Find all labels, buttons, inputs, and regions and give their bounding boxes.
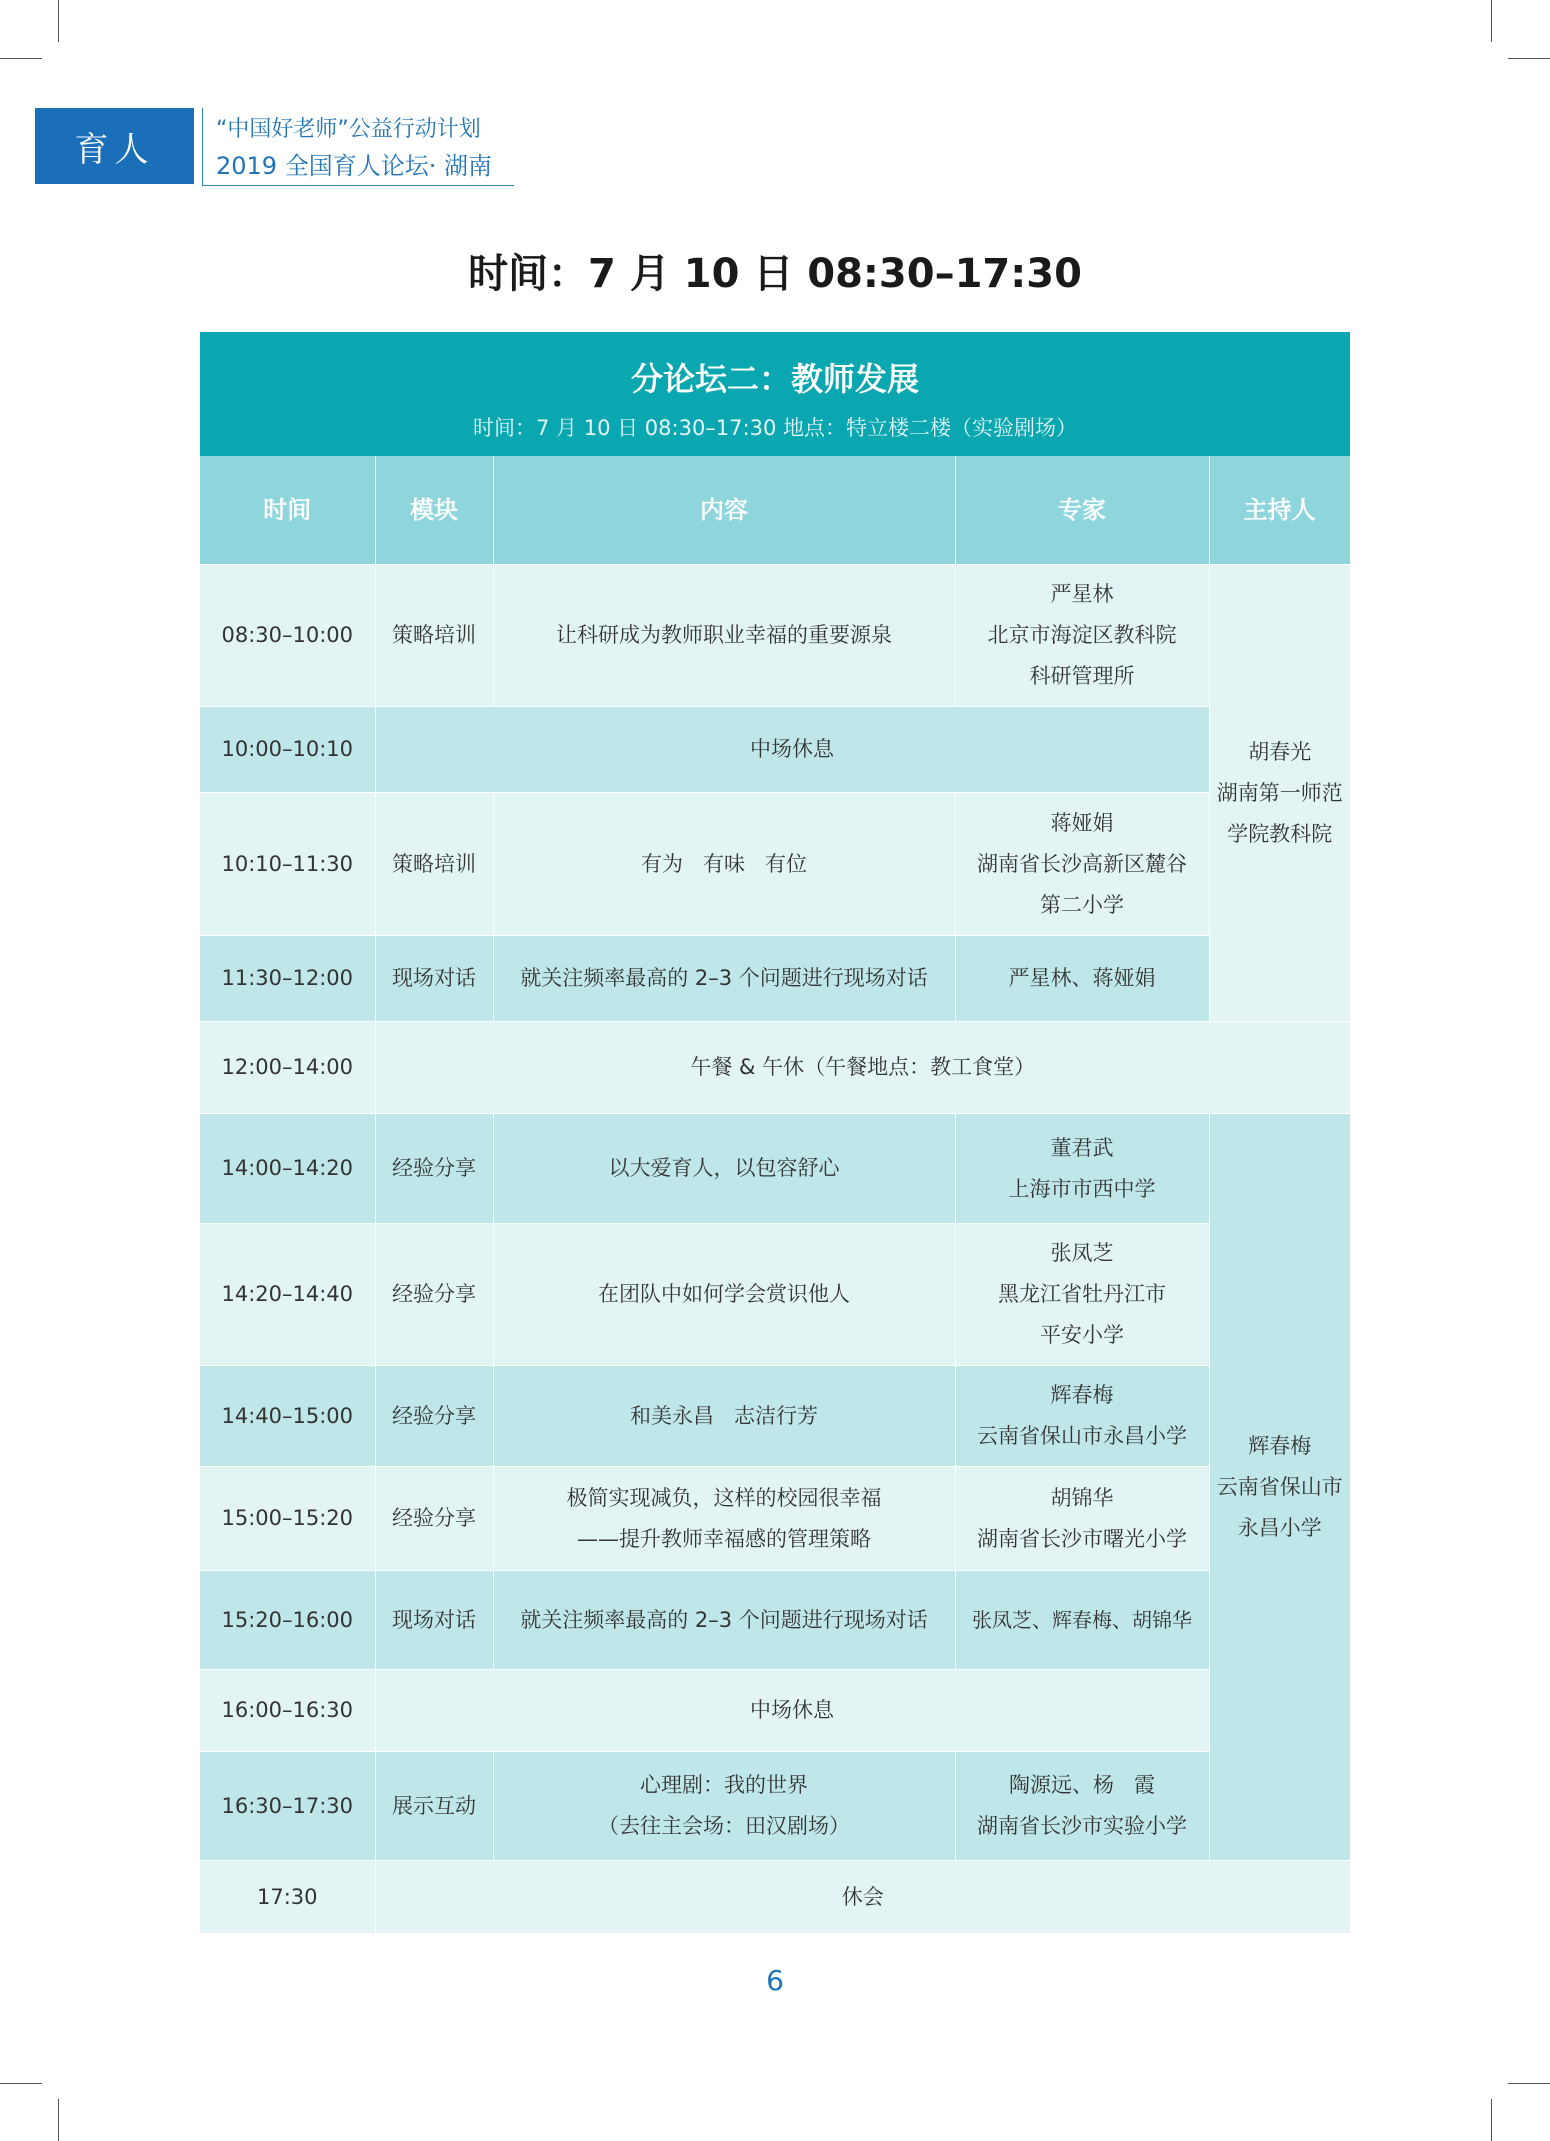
crop-mark	[58, 0, 59, 42]
content-cell	[493, 1467, 955, 1571]
crop-mark	[0, 58, 42, 59]
expert-line: 董君武	[1050, 1135, 1114, 1160]
expert-cell	[955, 1114, 1209, 1224]
forum-banner	[200, 332, 1350, 456]
expert-line: 平安小学	[1040, 1323, 1124, 1347]
expert-line: 湖南省长沙高新区麓谷	[977, 851, 1187, 876]
expert-line: 湖南省长沙市实验小学	[977, 1814, 1187, 1838]
schedule-table-container	[200, 332, 1350, 1934]
column-header-module: 模块	[375, 456, 493, 565]
expert-cell	[955, 1571, 1209, 1670]
column-header-content: 内容	[493, 456, 955, 565]
expert-cell	[955, 793, 1209, 936]
module-cell: 展示互动	[375, 1752, 493, 1861]
time-cell: 17:30	[200, 1861, 375, 1934]
forum-title: 分论坛二：教师发展	[630, 360, 919, 398]
content-cell	[493, 1114, 955, 1224]
table-row	[200, 1467, 1350, 1571]
content-line: 就关注频率最高的 2–3 个问题进行现场对话	[520, 966, 928, 990]
expert-line: 严星林、蒋娅娟	[1008, 966, 1156, 990]
adjourn-cell: 休会	[375, 1861, 1350, 1934]
module-cell: 经验分享	[375, 1224, 493, 1366]
host-cell	[1209, 1114, 1350, 1861]
content-line: 心理剧：我的世界	[640, 1773, 808, 1797]
expert-line: 张凤芝、辉春梅、胡锦华	[972, 1607, 1192, 1632]
content-cell	[493, 1366, 955, 1467]
expert-line: 蒋娅娟	[1050, 810, 1114, 835]
page-number: 6	[766, 1964, 784, 1997]
table-row	[200, 1861, 1350, 1934]
content-line: 在团队中如何学会赏识他人	[598, 1282, 850, 1306]
time-cell: 11:30–12:00	[200, 936, 375, 1022]
header-underline	[202, 185, 514, 186]
expert-cell	[955, 936, 1209, 1022]
time-cell: 12:00–14:00	[200, 1022, 375, 1114]
time-cell: 15:20–16:00	[200, 1571, 375, 1670]
header-program-name: “中国好老师”公益行动计划	[216, 117, 481, 142]
page-title: 时间：7 月 10 日 08:30–17:30	[468, 251, 1082, 297]
column-header-host: 主持人	[1209, 456, 1350, 565]
lunch-cell: 午餐 & 午休（午餐地点：教工食堂）	[375, 1022, 1350, 1114]
break-cell: 中场休息	[375, 1670, 1209, 1752]
expert-cell	[955, 565, 1209, 707]
crop-mark	[1491, 2099, 1492, 2141]
host-line: 胡春光	[1248, 739, 1312, 764]
crop-mark	[1508, 2083, 1550, 2084]
host-line: 湖南第一师范	[1216, 780, 1343, 805]
expert-line: 科研管理所	[1029, 664, 1135, 688]
time-cell: 10:00–10:10	[200, 707, 375, 793]
content-line: 和美永昌 志洁行芳	[629, 1403, 819, 1428]
module-cell: 经验分享	[375, 1467, 493, 1571]
content-cell	[493, 1571, 955, 1670]
expert-line: 黑龙江省牡丹江市	[998, 1282, 1166, 1306]
table-row	[200, 936, 1350, 1022]
content-line: ——提升教师幸福感的管理策略	[577, 1526, 871, 1551]
schedule-table	[200, 456, 1351, 1934]
column-header-expert: 专家	[955, 456, 1209, 565]
expert-cell	[955, 1467, 1209, 1571]
expert-line: 上海市市西中学	[1008, 1176, 1156, 1201]
host-cell	[1209, 565, 1350, 1022]
time-cell: 16:00–16:30	[200, 1670, 375, 1752]
table-row	[200, 793, 1350, 936]
header-divider	[202, 108, 203, 186]
time-cell: 10:10–11:30	[200, 793, 375, 936]
crop-mark	[58, 2099, 59, 2141]
time-cell: 14:20–14:40	[200, 1224, 375, 1366]
table-row	[200, 1571, 1350, 1670]
content-cell	[493, 1224, 955, 1366]
crop-mark	[1508, 58, 1550, 59]
content-cell	[493, 936, 955, 1022]
table-header-row	[200, 456, 1350, 565]
expert-line: 北京市海淀区教科院	[987, 623, 1177, 647]
time-cell: 16:30–17:30	[200, 1752, 375, 1861]
host-line: 云南省保山市	[1216, 1474, 1343, 1499]
time-cell: 08:30–10:00	[200, 565, 375, 707]
table-row	[200, 707, 1350, 793]
table-row	[200, 1022, 1350, 1114]
content-cell	[493, 1752, 955, 1861]
content-line: 就关注频率最高的 2–3 个问题进行现场对话	[520, 1607, 928, 1632]
time-cell: 14:00–14:20	[200, 1114, 375, 1224]
expert-line: 陶源远、杨 霞	[1008, 1773, 1156, 1797]
header-forum-name: 2019 全国育人论坛· 湖南	[216, 152, 492, 180]
forum-subtitle: 时间：7 月 10 日 08:30–17:30 地点：特立楼二楼（实验剧场）	[473, 416, 1077, 440]
table-row	[200, 1670, 1350, 1752]
expert-line: 湖南省长沙市曙光小学	[977, 1526, 1187, 1551]
table-row	[200, 565, 1350, 707]
expert-line: 云南省保山市永昌小学	[977, 1424, 1187, 1448]
header-badge: 育人	[35, 108, 194, 184]
host-line: 永昌小学	[1237, 1515, 1322, 1540]
module-cell: 策略培训	[375, 565, 493, 707]
content-line: 极简实现减负，这样的校园很幸福	[566, 1485, 882, 1510]
time-cell: 15:00–15:20	[200, 1467, 375, 1571]
break-cell: 中场休息	[375, 707, 1209, 793]
crop-mark	[1491, 0, 1492, 42]
content-cell	[493, 793, 955, 936]
module-cell: 现场对话	[375, 936, 493, 1022]
host-line: 辉春梅	[1248, 1433, 1312, 1458]
module-cell: 经验分享	[375, 1366, 493, 1467]
table-row	[200, 1366, 1350, 1467]
table-row	[200, 1114, 1350, 1224]
expert-line: 胡锦华	[1050, 1485, 1114, 1510]
expert-line: 辉春梅	[1050, 1383, 1114, 1407]
content-line: 有为 有味 有位	[640, 851, 808, 876]
table-row	[200, 1224, 1350, 1366]
module-cell: 现场对话	[375, 1571, 493, 1670]
table-row	[200, 1752, 1350, 1861]
expert-cell	[955, 1366, 1209, 1467]
crop-mark	[0, 2083, 42, 2084]
content-line: 让科研成为教师职业幸福的重要源泉	[556, 623, 892, 647]
content-cell	[493, 565, 955, 707]
expert-line: 严星林	[1050, 582, 1114, 606]
expert-cell	[955, 1752, 1209, 1861]
content-line: （去往主会场：田汉剧场）	[598, 1814, 850, 1838]
time-cell: 14:40–15:00	[200, 1366, 375, 1467]
expert-cell	[955, 1224, 1209, 1366]
content-line: 以大爱育人，以包容舒心	[608, 1156, 840, 1180]
column-header-time: 时间	[200, 456, 375, 565]
module-cell: 策略培训	[375, 793, 493, 936]
expert-line: 张凤芝	[1050, 1241, 1114, 1265]
module-cell: 经验分享	[375, 1114, 493, 1224]
expert-line: 第二小学	[1040, 892, 1124, 917]
host-line: 学院教科院	[1227, 821, 1333, 846]
